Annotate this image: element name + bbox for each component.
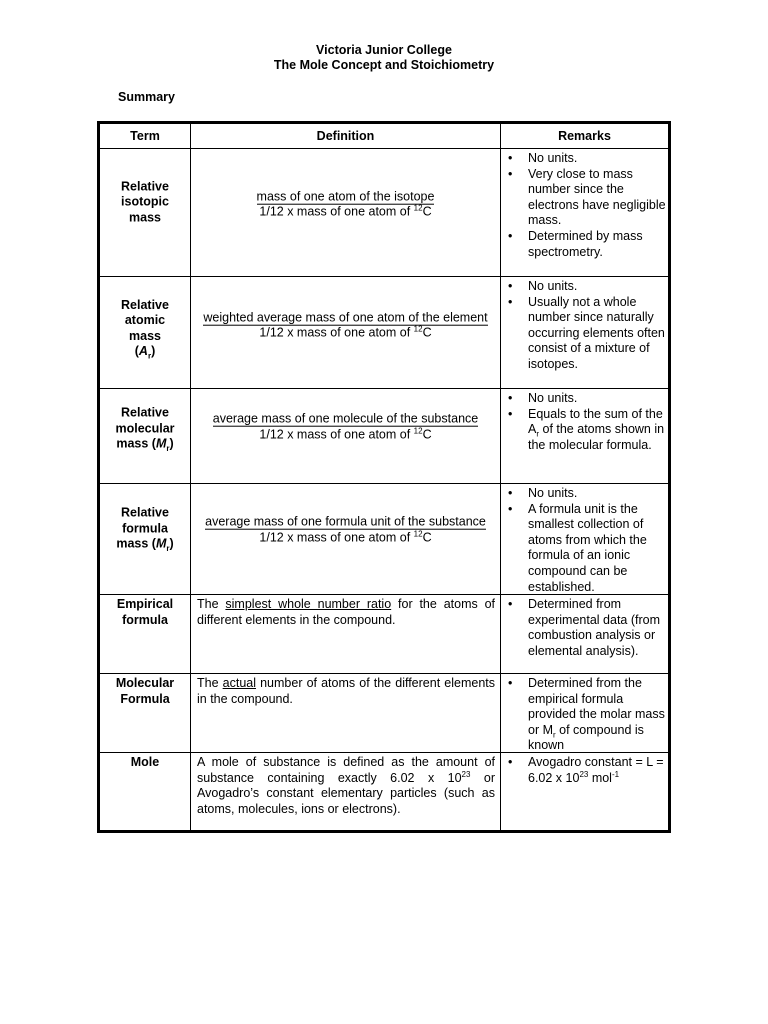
- term-relative-formula-mass: Relative formula mass $(M_r)$: [116, 505, 174, 554]
- table-row: [100, 674, 668, 753]
- remarks-list: [501, 277, 668, 373]
- term-empirical-formula: Empirical formula: [116, 597, 174, 627]
- list-item: • Determined from experimental data (from combustion analysis or elemental analysis).: [501, 597, 666, 659]
- list-item: • No units.: [501, 279, 666, 295]
- table-row: [100, 277, 668, 389]
- table-row: [100, 389, 668, 484]
- list-item: • A formula unit is the smallest collection of atoms from which the formula of an ionic compound can be established.: [501, 502, 666, 596]
- column-header-term: Term: [100, 124, 191, 148]
- definition-text: The simplest whole number ratio for the atoms of different elements in the compound.: [197, 597, 496, 627]
- fraction-numerator: average mass of one formula unit of the substance: [205, 514, 486, 529]
- list-item: • No units.: [501, 151, 666, 167]
- list-item: • Determined from the empirical formula provided the molar mass or $M_r$ of compound is known: [501, 676, 666, 754]
- term-relative-molecular-mass: Relative molecular mass $(M_r)$: [115, 405, 175, 454]
- definition-text: A mole of substance is defined as the amount of substance containing exactly 6.02 x $10^{23}$ or Avogadro’s constant elementary particles (such as atoms, molecules, ions or electrons).: [197, 755, 495, 816]
- term-mole: Mole: [130, 755, 160, 769]
- fraction-denominator: 1/12 x mass of one atom of $^{12}$C: [259, 529, 432, 545]
- remarks-list: [501, 389, 668, 453]
- fraction-numerator: average mass of one molecule of the substance: [212, 411, 479, 426]
- term-molecular-formula: Molecular Formula: [115, 676, 175, 706]
- list-item: • Equals to the sum of the $A_r$ of the atoms shown in the molecular formula.: [501, 407, 666, 454]
- summary-table: [97, 121, 671, 833]
- school-name: Victoria Junior College: [316, 43, 452, 57]
- list-item: • Avogadro constant = L = 6.02 x $10^{23}$ mol$^{-1}$: [501, 755, 666, 786]
- definition-text: The actual number of atoms of the different elements in the compound.: [197, 676, 495, 706]
- fraction-numerator: mass of one atom of the isotope: [256, 189, 435, 204]
- definition-fraction: [191, 189, 500, 220]
- definition-fraction: [191, 515, 500, 546]
- column-header-remarks: Remarks: [558, 129, 611, 143]
- list-item: • Determined by mass spectrometry.: [501, 229, 666, 260]
- list-item: • No units.: [501, 486, 666, 502]
- definition-fraction: [191, 310, 500, 341]
- remarks-list: [501, 674, 668, 754]
- fraction-denominator: 1/12 x mass of one atom of $^{12}$C: [259, 203, 432, 219]
- fraction-denominator: 1/12 x mass of one atom of $^{12}$C: [259, 426, 432, 442]
- summary-heading: Summary: [118, 90, 175, 104]
- fraction-denominator: 1/12 x mass of one atom of $^{12}$C: [259, 324, 432, 340]
- document-header: [0, 43, 768, 73]
- definition-fraction: [191, 412, 500, 443]
- remarks-list: [501, 753, 668, 786]
- column-header-definition: Definition: [191, 124, 501, 148]
- remarks-list: [501, 484, 668, 595]
- table-row: [100, 149, 668, 277]
- list-item: • Usually not a whole number since naturally occurring elements often consist of a mixture of isotopes.: [501, 295, 666, 373]
- document-title: The Mole Concept and Stoichiometry: [273, 58, 495, 72]
- remarks-list: [501, 595, 668, 659]
- fraction-numerator: weighted average mass of one atom of the element: [203, 310, 488, 325]
- table-row: [100, 484, 668, 595]
- table-header-row: [100, 124, 668, 149]
- remarks-list: [501, 149, 668, 260]
- list-item: • No units.: [501, 391, 666, 407]
- list-item: • Very close to mass number since the electrons have negligible mass.: [501, 167, 666, 229]
- term-relative-atomic-mass: Relative atomic mass $(A_r)$: [121, 297, 169, 361]
- term-relative-isotopic-mass: Relative isotopic mass: [121, 179, 169, 225]
- table-row: [100, 595, 668, 674]
- table-row: [100, 753, 668, 830]
